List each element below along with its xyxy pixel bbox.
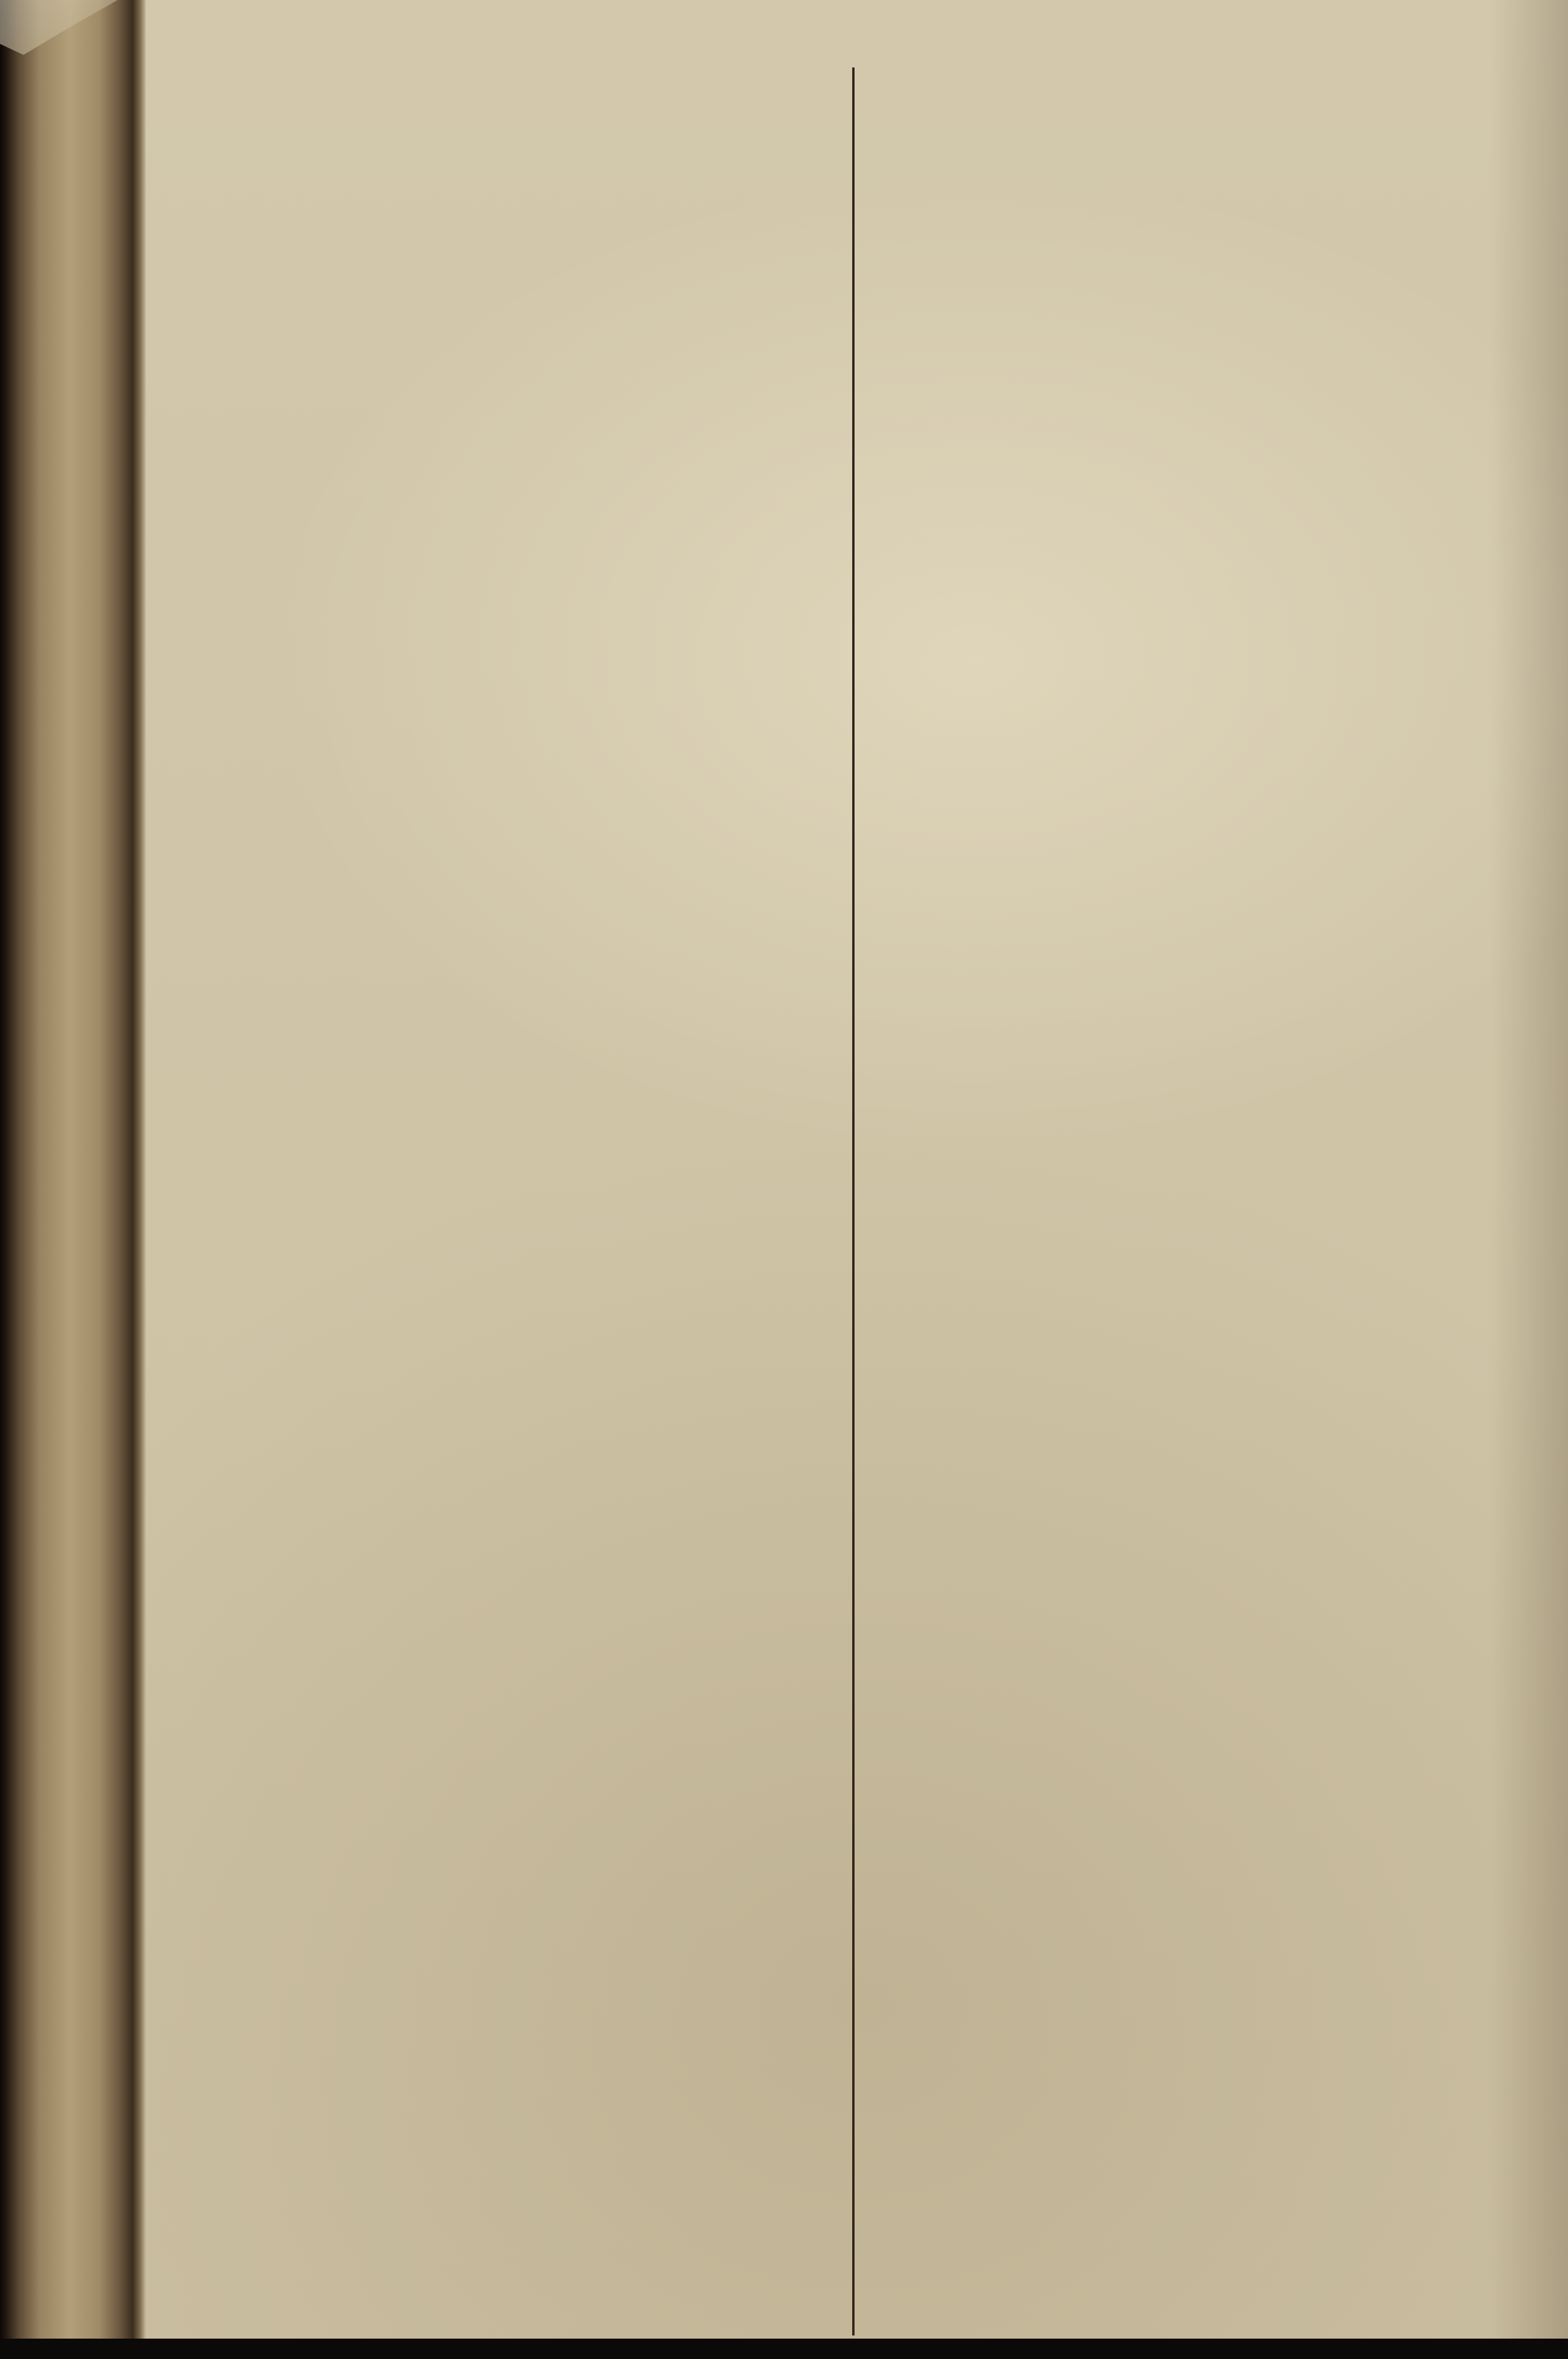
text-columns <box>149 67 1557 2335</box>
left-column <box>149 67 804 2335</box>
column-divider <box>852 67 855 2335</box>
scan-edge-strip <box>0 2339 1568 2359</box>
torn-paper-edge <box>0 0 118 55</box>
page-gutter <box>0 0 146 2359</box>
right-column <box>902 67 1557 2335</box>
